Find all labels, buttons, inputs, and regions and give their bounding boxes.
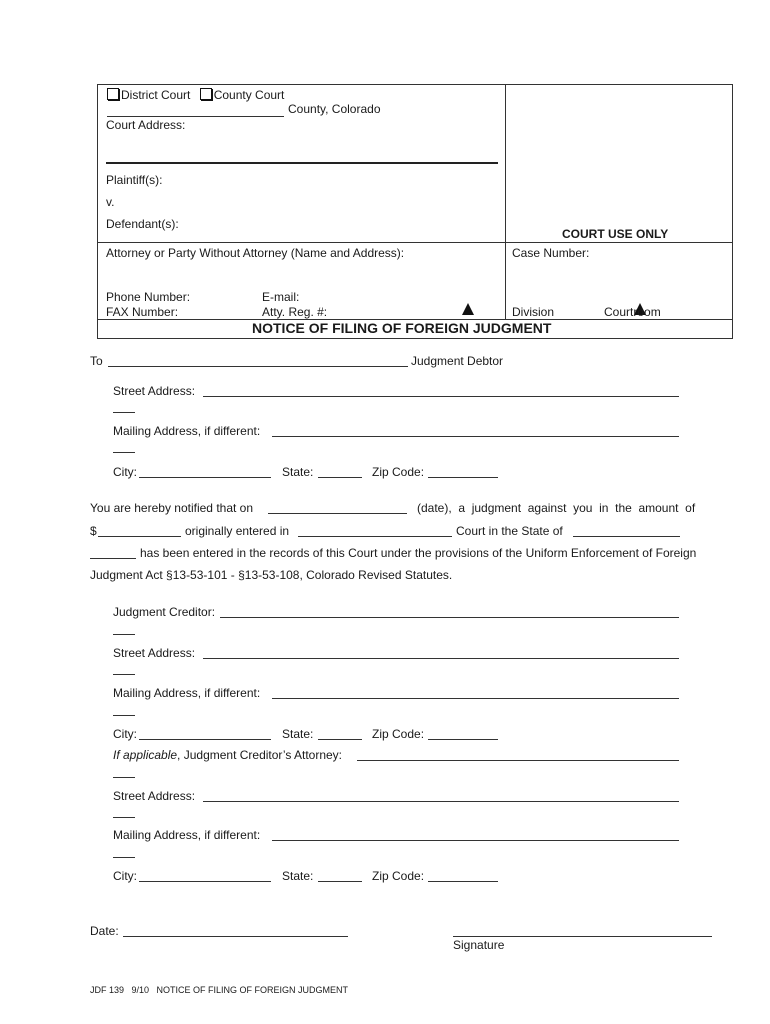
creditor-state-field[interactable] [318, 739, 362, 740]
creditor-street-label: Street Address: [113, 646, 196, 660]
originating-court-field[interactable] [298, 536, 452, 537]
date-field[interactable] [123, 936, 348, 937]
creditor-label: Judgment Creditor: [113, 605, 216, 619]
county-name-field[interactable] [107, 116, 284, 117]
debtor-state-label: State: [282, 465, 314, 479]
defendants-label: Defendant(s): [106, 217, 179, 231]
creditor-city-field[interactable] [139, 739, 271, 740]
attorney-street-field[interactable] [203, 801, 679, 802]
attorney-street-field-cont[interactable] [113, 817, 135, 818]
court-address-label: Court Address: [106, 118, 186, 132]
attorney-mailing-label: Mailing Address, if different: [113, 828, 261, 842]
signature-field[interactable] [453, 936, 712, 937]
plaintiffs-label: Plaintiff(s): [106, 173, 163, 187]
creditor-street-field[interactable] [203, 658, 679, 659]
email-label: E-mail: [262, 290, 300, 304]
county-colorado-label: County, Colorado [288, 102, 381, 116]
county-court-label: County Court [213, 88, 285, 102]
caption-divider-vertical [505, 84, 506, 319]
creditor-zip-label: Zip Code: [372, 727, 425, 741]
debtor-mailing-label: Mailing Address, if different: [113, 424, 261, 438]
debtor-zip-field[interactable] [428, 477, 498, 478]
county-court-checkbox[interactable] [200, 88, 212, 100]
creditor-attorney-field[interactable] [357, 760, 679, 761]
court-address-line[interactable] [106, 162, 498, 164]
page-title: NOTICE OF FILING OF FOREIGN JUDGMENT [252, 320, 552, 336]
state-of-field-cont[interactable] [90, 558, 136, 559]
division-label: Division [512, 305, 555, 319]
debtor-state-field[interactable] [318, 477, 362, 478]
debtor-street-label: Street Address: [113, 384, 196, 398]
judgment-date-field[interactable] [268, 513, 407, 514]
debtor-mailing-field[interactable] [272, 436, 679, 437]
attorney-city-field[interactable] [139, 881, 271, 882]
notice-line4: Judgment Act §13-53-101 - §13-53-108, Colorado Revised Statutes. [90, 568, 453, 582]
creditor-attorney-text: , Judgment Creditor’s Attorney: [177, 748, 343, 762]
creditor-street-field-cont[interactable] [113, 674, 135, 675]
district-court-label: District Court [121, 88, 191, 102]
debtor-street-field[interactable] [203, 396, 679, 397]
creditor-attorney-field-cont[interactable] [113, 777, 135, 778]
creditor-mailing-label: Mailing Address, if different: [113, 686, 261, 700]
creditor-mailing-field[interactable] [272, 698, 679, 699]
notice-line1-a: You are hereby notified that on [90, 501, 254, 515]
creditor-zip-field[interactable] [428, 739, 498, 740]
district-court-checkbox[interactable] [107, 88, 119, 100]
date-label: Date: [90, 924, 119, 938]
creditor-attorney-label [113, 748, 342, 762]
attorney-street-label: Street Address: [113, 789, 196, 803]
debtor-zip-label: Zip Code: [372, 465, 425, 479]
notice-line2-a: $ [90, 524, 97, 538]
atty-reg-label: Atty. Reg. #: [262, 305, 328, 319]
to-label: To [90, 354, 103, 368]
caption-box [97, 84, 733, 339]
courtroom-label: Courtroom [604, 305, 661, 319]
debtor-name-field[interactable] [108, 366, 408, 367]
notice-line1-b: (date), a judgment against you in the amount of [417, 501, 696, 515]
attorney-mailing-field[interactable] [272, 840, 679, 841]
court-use-only-label: COURT USE ONLY [562, 227, 669, 241]
debtor-city-label: City: [113, 465, 137, 479]
attorney-arrow-icon [462, 303, 474, 315]
creditor-name-field-cont[interactable] [113, 634, 135, 635]
if-applicable-text: If applicable [113, 748, 178, 762]
judgment-debtor-label: Judgment Debtor [411, 354, 504, 368]
signature-label: Signature [453, 938, 505, 952]
creditor-state-label: State: [282, 727, 314, 741]
case-number-label: Case Number: [512, 246, 590, 260]
attorney-label: Attorney or Party Without Attorney (Name and Address): [106, 246, 405, 260]
footer-text: JDF 139 9/10 NOTICE OF FILING OF FOREIGN JUDGMENT [90, 985, 349, 995]
attorney-state-field[interactable] [318, 881, 362, 882]
creditor-city-label: City: [113, 727, 137, 741]
notice-line2-c: Court in the State of [456, 524, 563, 538]
state-of-field[interactable] [573, 536, 680, 537]
court-type-row [107, 88, 284, 102]
creditor-mailing-field-cont[interactable] [113, 715, 135, 716]
caption-divider-row1 [97, 242, 733, 243]
debtor-city-field[interactable] [139, 477, 271, 478]
debtor-mailing-field-cont[interactable] [113, 452, 135, 453]
notice-line3: has been entered in the records of this Court under the provisions of the Uniform Enforcement of Foreign [140, 546, 697, 560]
fax-number-label: FAX Number: [106, 305, 179, 319]
amount-field[interactable] [98, 536, 181, 537]
versus-label: v. [106, 195, 115, 209]
creditor-name-field[interactable] [220, 617, 679, 618]
attorney-city-label: City: [113, 869, 137, 883]
attorney-mailing-field-cont[interactable] [113, 857, 135, 858]
debtor-street-field-cont[interactable] [113, 412, 135, 413]
attorney-state-label: State: [282, 869, 314, 883]
phone-number-label: Phone Number: [106, 290, 191, 304]
attorney-zip-label: Zip Code: [372, 869, 425, 883]
attorney-zip-field[interactable] [428, 881, 498, 882]
notice-line2-b: originally entered in [185, 524, 290, 538]
